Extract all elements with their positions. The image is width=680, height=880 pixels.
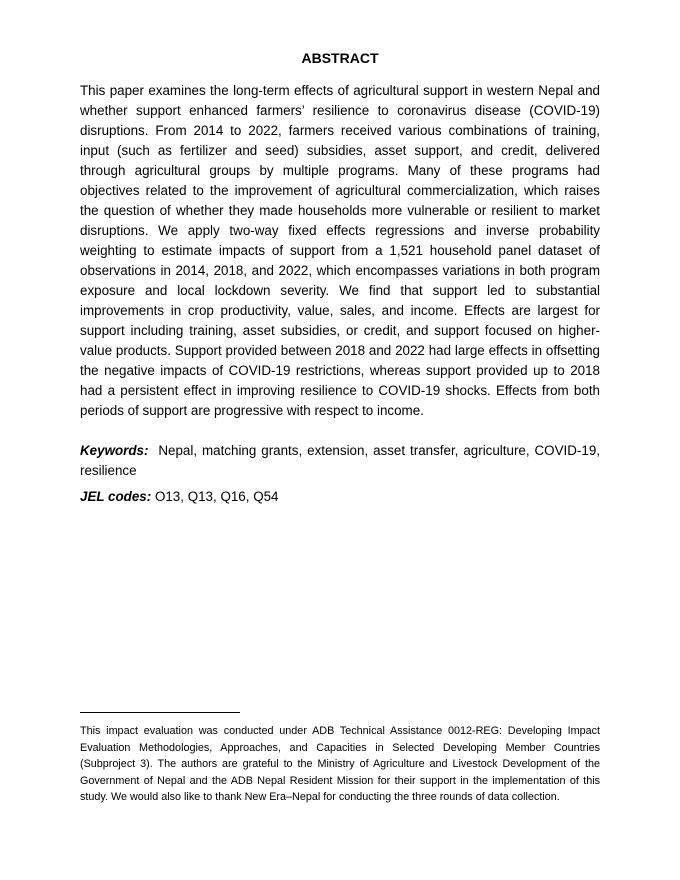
jel-codes-value: O13, Q13, Q16, Q54 xyxy=(154,489,279,504)
keywords-value: Nepal, matching grants, extension, asset transfer, agriculture, COVID-19, resilience xyxy=(80,443,600,478)
footnote-divider xyxy=(80,712,240,713)
footnote-text: This impact evaluation was conducted under ADB Technical Assistance 0012-REG: Developing Impact Evaluation Methodologies, Approaches, and Capacities in Selected Developing Member Countries (Subproject 3). The authors are grateful to the Ministry of Agriculture and Livestock Development of the Government of Nepal and the ADB Nepal Resident Mission for their support in the implementation of this study. We would also like to thank New Era–Nepal for conducting the three rounds of data collection. xyxy=(80,725,600,803)
abstract-body: This paper examines the long-term effects of agricultural support in western Nepal and whether support enhanced farmers’ resilience to coronavirus disease (COVID-19) disruptions. From 2014 to 2022, farmers received various combinations of training, input (such as fertilizer and seed) subsidies, asset support, and credit, delivered through agricultural groups by multiple programs. Many of these programs had objectives related to the improvement of agricultural commercialization, which raises the question of whether they made households more vulnerable or resilient to market disruptions. We apply two-way fixed effects regressions and inverse probability weighting to estimate impacts of support from a 1,521 household panel dataset of observations in 2014, 2018, and 2022, which encompasses variations in both program exposure and local lockdown severity. We find that support led to substantial improvements in crop productivity, value, sales, and income. Effects are largest for support including training, asset subsidies, or credit, and support focused on higher-value products. Support provided between 2018 and 2022 had large effects in offsetting the negative impacts of COVID-19 restrictions, whereas support provided up to 2018 had a persistent effect in improving resilience to COVID-19 shocks. Effects from both periods of support are progressive with respect to income. xyxy=(80,83,600,418)
keywords-label: Keywords: xyxy=(80,443,149,458)
abstract-heading: ABSTRACT xyxy=(301,50,379,66)
jel-codes-line xyxy=(80,487,600,507)
keywords-line xyxy=(80,441,600,481)
jel-codes-label: JEL codes: xyxy=(80,489,152,504)
